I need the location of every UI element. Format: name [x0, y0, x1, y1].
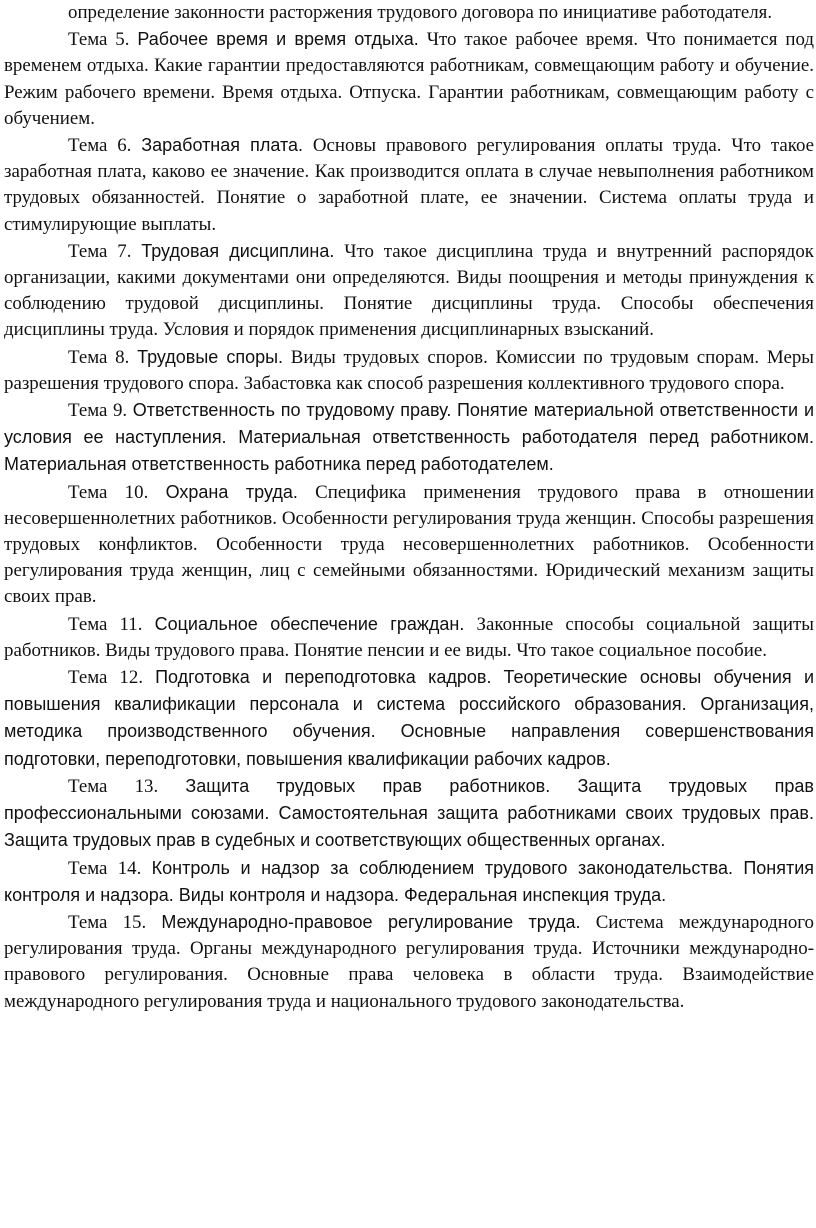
topic-number: Тема 10.: [68, 481, 149, 503]
topic-12-paragraph: [4, 664, 814, 773]
topic-number: Тема 14.: [68, 857, 142, 879]
topic-body: Понятие материальной ответственности и условия ее наступления. Материальная ответственность работодателя перед работником. Материальная ответственность работника перед работодателем.: [4, 400, 814, 475]
topic-body: Основы правового регулирования оплаты труда. Что такое заработная плата, каково ее значение. Как производится оплата в случае невыполнения работником трудовых обязанностей. Понятие о заработной плате, ее значении. Система оплаты труда и стимулирующие выплаты.: [4, 135, 815, 235]
topic-body: Теоретические основы обучения и повышения квалификации персонала и система российского образования. Организация, методика производственного обучения. Основные направления совершенствования подготовки, переподготовки, повышения квалификации рабочих кадров.: [4, 667, 814, 769]
topic-11-paragraph: [4, 611, 814, 664]
topic-5-paragraph: [4, 26, 814, 132]
topic-number: Тема 13.: [68, 775, 159, 797]
topic-number: Тема 5.: [68, 29, 130, 51]
topic-title: Контроль и надзор за соблюдением трудового законодательства.: [151, 857, 733, 878]
topic-body: Защита трудовых прав профессиональными союзами. Самостоятельная защита работниками своих трудовых прав. Защита трудовых прав в судебных и соответствующих общественных органах.: [4, 775, 814, 851]
topic-7-paragraph: [4, 238, 814, 344]
topic-body: Виды трудовых споров. Комиссии по трудовым спорам. Меры разрешения трудового спора. Забастовка как способ разрешения коллективного трудового спора.: [4, 346, 814, 394]
topic-body: Законные способы социальной защиты работников. Виды трудового права. Понятие пенсии и ее виды. Что такое социальное пособие.: [4, 613, 814, 661]
topic-body: Что такое рабочее время. Что понимается под временем отдыха. Какие гарантии предоставляются работникам, совмещающим работу и обучение. Режим рабочего времени. Время отдыха. Отпуска. Гарантии работникам, совмещающим работу с обучением.: [4, 29, 814, 129]
topic-number: Тема 15.: [68, 911, 147, 933]
topic-6-paragraph: [4, 132, 814, 238]
topic-15-paragraph: [4, 909, 814, 1015]
topic-title: Социальное обеспечение граждан.: [154, 613, 465, 634]
topic-title: Рабочее время и время отдыха.: [137, 29, 419, 50]
topic-number: Тема 12.: [68, 667, 144, 689]
topic-title: Охрана труда.: [165, 481, 298, 502]
topic-body: Понятия контроля и надзора. Виды контроля и надзора. Федеральная инспекция труда.: [4, 857, 814, 905]
topic-title: Заработная плата.: [141, 135, 304, 156]
topic-number: Тема 6.: [68, 135, 132, 157]
topic-10-paragraph: [4, 479, 814, 611]
topic-8-paragraph: [4, 344, 814, 397]
topic-number: Тема 11.: [68, 613, 143, 635]
topic-body: Специфика применения трудового права в отношении несовершеннолетних работников. Особенности регулирования труда женщин. Способы разрешения трудовых конфликтов. Особенности труда несовершеннолетних работников. Особенности регулирования труда женщин, лиц с семейными обязанностями. Юридический механизм защиты своих прав.: [4, 481, 815, 608]
topic-body: Что такое дисциплина труда и внутренний распорядок организации, какими документами они определяются. Виды поощрения и методы принуждения к соблюдению трудовой дисциплины. Понятие дисциплины труда. Способы обеспечения дисциплины труда. Условия и порядок применения дисциплинарных взысканий.: [4, 240, 814, 341]
topic-title: Защита трудовых прав работников.: [185, 775, 551, 796]
topic-number: Тема 9.: [68, 400, 128, 422]
topic-title: Трудовая дисциплина.: [141, 240, 335, 261]
topic-title: Ответственность по трудовому праву.: [132, 400, 452, 421]
intro-paragraph: определение законности расторжения трудового договора по инициативе работодателя.: [68, 2, 773, 23]
topic-13-paragraph: [4, 773, 814, 855]
topic-title: Международно-правовое регулирование труда.: [161, 911, 581, 932]
topic-9-paragraph: [4, 397, 814, 479]
topic-body: Система международного регулирования труда. Органы международного регулирования труда. Источники международно-правового регулирования. Основные права человека в области труда. Взаимодействие международного регулирования труда и национального трудового законодательства.: [4, 911, 814, 1012]
topic-number: Тема 7.: [68, 240, 132, 262]
topic-number: Тема 8.: [68, 346, 130, 368]
topic-14-paragraph: [4, 855, 814, 909]
topic-title: Подготовка и переподготовка кадров.: [155, 667, 492, 688]
topic-title: Трудовые споры.: [137, 346, 284, 367]
